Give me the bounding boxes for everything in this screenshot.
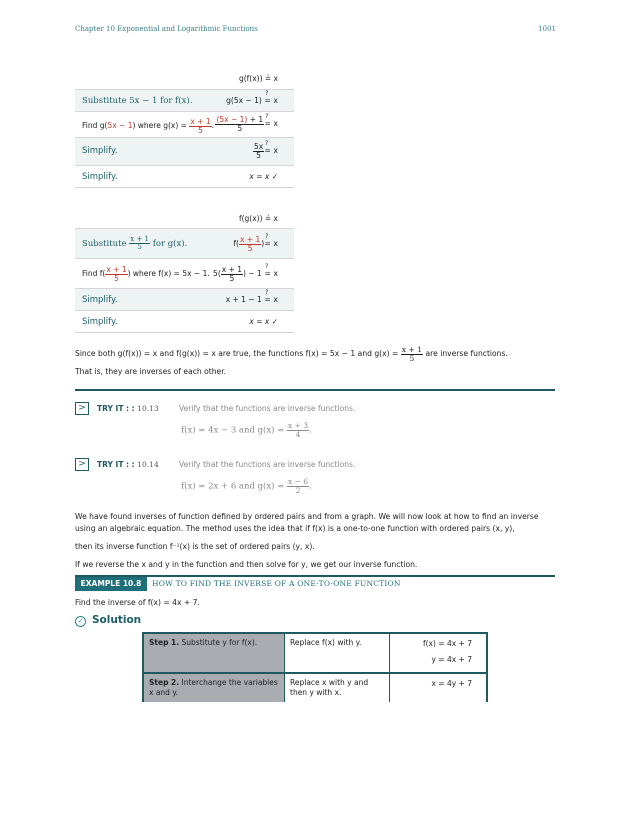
step-label: Find g(5x − 1) where g(x) = $\frac{x + 1}{5}$ . — [82, 117, 214, 135]
table-row — [75, 90, 294, 112]
solution-label: Solution — [92, 614, 142, 626]
step-math: f(x) = 4x + 7 y = 4x + 7 — [389, 634, 486, 672]
table-row — [75, 311, 294, 333]
expand-arrow-icon[interactable]: > — [75, 458, 89, 471]
step-expression: g(5x − 1) ? = x — [226, 90, 278, 105]
example-label: EXAMPLE 10.8 — [75, 577, 147, 591]
step-label: Find f( $\frac{x + 1}{5}$ ) where f(x) = 5x − 1. — [82, 265, 210, 283]
try-it-10-14 — [75, 458, 555, 498]
step-description: Step 1. Substitute y for f(x). — [144, 634, 284, 672]
try-it-math: f(x) = 4x − 3 and g(x) = $\frac{x + 3}{4}$ . — [181, 421, 312, 439]
try-it-label: TRY IT : : 10.14 — [97, 460, 159, 469]
top-expression: f(g(x)) ≟ x — [238, 214, 278, 223]
step-label: Simplify. — [82, 146, 118, 156]
step-expression: 5( $\frac{x + 1}{5}$ ) − 1 ? = x — [213, 263, 278, 283]
try-it-math: f(x) = 2x + 6 and g(x) = $\frac{x - 6}{2}$ . — [181, 477, 312, 495]
step-expression: x = x ✓ — [249, 172, 278, 181]
chapter-header: Chapter 10 Exponential and Logarithmic Functions — [75, 25, 258, 33]
step-label: Simplify. — [82, 172, 118, 182]
table-row — [75, 229, 294, 259]
step-expression: f( $\frac{x + 1}{5}$ ) ? = x — [233, 233, 278, 253]
conclusion-line-2: That is, they are inverses of each other. — [75, 367, 227, 376]
step-expression: $\frac{(5x - 1) + 1}{5}$ ? = x — [216, 113, 278, 133]
step-expression: x + 1 − 1 ? = x — [225, 289, 278, 304]
table-row — [75, 289, 294, 311]
try-it-10-13 — [75, 402, 555, 442]
body-line-3: then its inverse function f⁻¹(x) is the set of ordered pairs (y, x). — [75, 542, 315, 551]
example-title: HOW TO FIND THE INVERSE OF A ONE-TO-ONE FUNCTION — [152, 579, 401, 588]
section-divider — [75, 389, 555, 391]
table-row — [75, 259, 294, 289]
try-it-instruction: Verify that the functions are inverse functions. — [179, 460, 356, 469]
step-label: Substitute $\frac{x + 1}{5}$ for g(x). — [82, 235, 188, 251]
try-it-label: TRY IT : : 10.13 — [97, 404, 159, 413]
page-number: 1001 — [538, 25, 556, 33]
body-line-1: We have found inverses of function defined by ordered pairs and from a graph. We will now look at how to find an inverse — [75, 512, 539, 521]
step-math: x = 4y + 7 — [389, 674, 486, 702]
step-action: Replace f(x) with y. — [284, 634, 389, 672]
verification-table-f-of-g — [75, 207, 294, 333]
step-label: Simplify. — [82, 317, 118, 327]
body-line-4: If we reverse the x and y in the function and then solve for y, we get our inverse function. — [75, 560, 418, 569]
step-action: Replace x with y and then y with x. — [284, 674, 389, 702]
steps-table — [142, 632, 488, 702]
example-header — [75, 577, 555, 591]
table-row — [144, 674, 486, 702]
table-row — [75, 207, 294, 229]
table-row — [75, 68, 294, 90]
step-description: Step 2. Interchange the variables x and y. — [144, 674, 284, 702]
step-label: Simplify. — [82, 295, 118, 305]
table-row — [144, 634, 486, 674]
table-row — [75, 166, 294, 188]
conclusion-line-1: Since both g(f(x)) = x and f(g(x)) = x are true, the functions f(x) = 5x − 1 and g(x) = $\frac{x + 1}{5}$ are inverse functions. — [75, 345, 508, 363]
step-expression: x = x ✓ — [249, 317, 278, 326]
step-expression: $\frac{5x}{5}$ ? = x — [253, 140, 278, 160]
step-label: Substitute 5x − 1 for f(x). — [82, 96, 193, 106]
check-circle-icon: ✓ — [75, 616, 86, 627]
try-it-instruction: Verify that the functions are inverse functions. — [179, 404, 356, 413]
verification-table-g-of-f — [75, 68, 294, 190]
top-expression: g(f(x)) ≟ x — [238, 74, 278, 83]
body-line-2: using an algebraic equation. The method uses the idea that if f(x) is a one-to-one function with ordered pairs (x, y), — [75, 524, 515, 533]
example-prompt: Find the inverse of f(x) = 4x + 7. — [75, 598, 200, 607]
table-row — [75, 138, 294, 166]
table-row — [75, 112, 294, 138]
expand-arrow-icon[interactable]: > — [75, 402, 89, 415]
